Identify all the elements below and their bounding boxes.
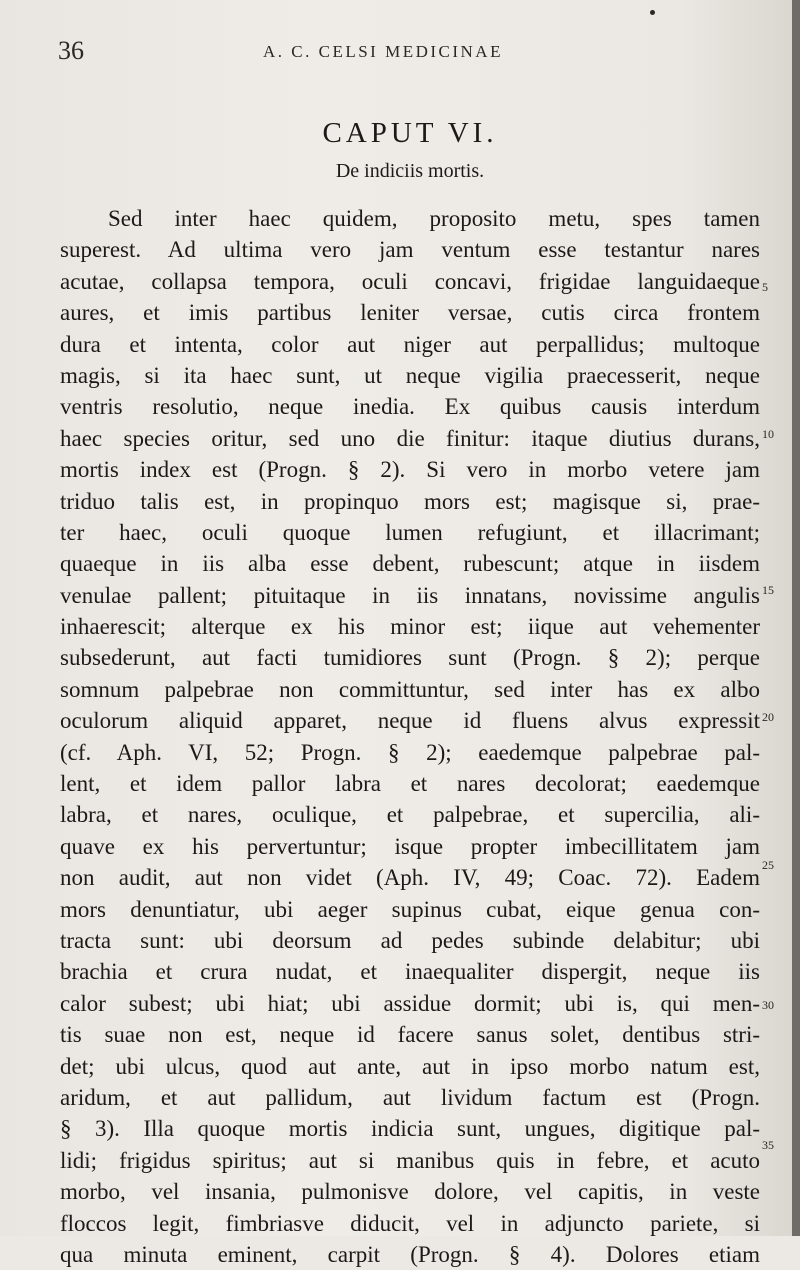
- line-number-10: 10: [762, 427, 774, 441]
- text-line: quave ex his pervertuntur; isque propter imbecillitatem jam: [60, 833, 760, 859]
- text-line: lent, et idem pallor labra et nares decolorat; eaedemque: [60, 771, 760, 797]
- text-line: tis suae non est, neque id facere sanus solet, dentibus stri-: [60, 1022, 760, 1048]
- chapter-subtitle: De indiciis mortis.: [335, 160, 485, 182]
- text-line: dura et intenta, color aut niger aut perpallidus; multoque: [60, 331, 760, 357]
- page-number: 36: [58, 36, 84, 65]
- line-number-30: 30: [762, 998, 774, 1012]
- text-line: det; ubi ulcus, quod aut ante, aut in ipso morbo natum est,: [60, 1053, 760, 1079]
- line-number-5: 5: [762, 280, 768, 294]
- text-line: (cf. Aph. VI, 52; Progn. § 2); eaedemque palpebrae pal-: [60, 739, 760, 765]
- text-line: § 3). Illa quoque mortis indicia sunt, ungues, digitique pal-: [60, 1116, 760, 1142]
- line-number-25: 25: [762, 858, 774, 872]
- text-line: labra, et nares, oculique, et palpebrae, et supercilia, ali-: [60, 802, 760, 828]
- running-head: [58, 36, 758, 66]
- text-line: oculorum aliquid apparet, neque id fluens alvus expressit: [60, 708, 760, 734]
- text-line: somnum palpebrae non committuntur, sed inter has ex albo: [60, 676, 760, 702]
- text-line: aridum, et aut pallidum, aut lividum factum est (Progn.: [60, 1084, 760, 1110]
- text-line: acutae, collapsa tempora, oculi concavi, frigidae languidaeque: [60, 268, 760, 294]
- text-line: qua minuta eminent, carpit (Progn. § 4). Dolores etiam: [60, 1241, 760, 1267]
- page-edge: [792, 0, 800, 1236]
- text-line: floccos legit, fimbriasve diducit, vel in adjuncto pariete, si: [60, 1210, 760, 1236]
- text-line: quaeque in iis alba esse debent, rubescunt; atque in iisdem: [60, 551, 760, 577]
- text-line: subsederunt, aut facti tumidiores sunt (Progn. § 2); perque: [60, 645, 760, 671]
- ink-speck: [650, 10, 655, 15]
- text-line: ter haec, oculi quoque lumen refugiunt, et illacrimant;: [60, 519, 760, 545]
- text-line: superest. Ad ultima vero jam ventum esse testantur nares: [60, 237, 760, 263]
- line-number-15: 15: [762, 583, 774, 597]
- text-line: mors denuntiatur, ubi aeger supinus cubat, eique genua con-: [60, 896, 760, 922]
- text-line: tracta sunt: ubi deorsum ad pedes subinde delabitur; ubi: [60, 927, 760, 953]
- line-number-20: 20: [762, 710, 774, 724]
- line-number-35: 35: [762, 1138, 774, 1152]
- text-line: aures, et imis partibus leniter versae, cutis circa frontem: [60, 300, 760, 326]
- text-line: haec species oritur, sed uno die finitur: itaque diutius durans,: [60, 425, 760, 451]
- text-line: venulae pallent; pituitaque in iis innatans, novissime angulis: [60, 582, 760, 608]
- text-line: brachia et crura nudat, et inaequaliter dispergit, neque iis: [60, 959, 760, 985]
- text-line: ventris resolutio, neque inedia. Ex quibus causis interdum: [60, 394, 760, 420]
- text-line: triduo talis est, in propinquo mors est; magisque si, prae-: [60, 488, 760, 514]
- text-line: lidi; frigidus spiritus; aut si manibus quis in febre, et acuto: [60, 1147, 760, 1173]
- body-text: [60, 203, 774, 1270]
- text-line: inhaerescit; alterque ex his minor est; iique aut vehementer: [60, 614, 760, 640]
- text-line: Sed inter haec quidem, proposito metu, spes tamen: [108, 206, 760, 231]
- text-line: non audit, aut non videt (Aph. IV, 49; Coac. 72). Eadem: [60, 865, 760, 891]
- text-line: mortis index est (Progn. § 2). Si vero in morbo vetere jam: [60, 457, 760, 483]
- text-line: magis, si ita haec sunt, ut neque vigilia praecesserit, neque: [60, 362, 760, 388]
- running-title: A. C. CELSI MEDICINAE: [263, 42, 503, 61]
- text-line: calor subest; ubi hiat; ubi assidue dormit; ubi is, qui men-: [60, 990, 760, 1016]
- chapter-title: CAPUT VI.: [322, 117, 498, 149]
- text-line: morbo, vel insania, pulmonisve dolore, vel capitis, in veste: [60, 1179, 760, 1205]
